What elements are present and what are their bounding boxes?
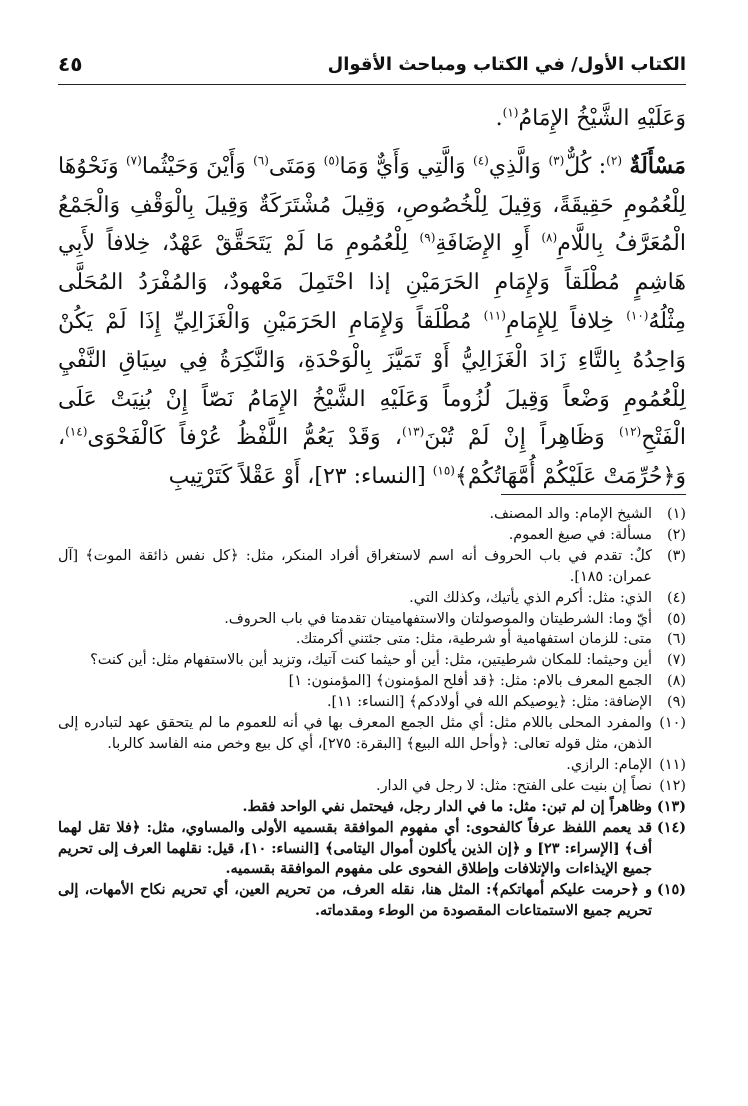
footnote-text: قد يعمم اللفظ عرفاً كالفحوى: أي مفهوم الموافقة بقسميه الأولى والمساوي، مثل: ﴿فلا تقل لهما أف﴾ [الإسراء: ٢٣] و ﴿إن الذين يأكلون أموال اليتامى﴾ [النساء: ١٠]، قيل: نقلهما العرف إلى تحريم جميع الإيذاءات والإتلافات وإطلاق الفحوى على مفهوم الموافقة بقسميه. — [58, 818, 652, 878]
main-text — [58, 100, 686, 497]
footnote-text: الجمع المعرف بالام: مثل: ﴿قد أفلح المؤمنون﴾ [المؤمنون: ١] — [288, 673, 652, 690]
footnote-number: (١٥) — [656, 881, 686, 899]
footnote-number: (٨) — [667, 673, 686, 690]
footnote — [58, 609, 686, 630]
footnote-ref: (١١) — [483, 308, 506, 323]
page-header — [58, 44, 686, 85]
footnote — [58, 671, 686, 692]
footnote — [58, 650, 686, 671]
footnote-ref: (٢) — [606, 153, 622, 168]
text-segment: وَالَّتِي وَأَيٌّ وَمَا — [339, 153, 474, 179]
footnote-number: (٧) — [667, 652, 686, 669]
footnote-ref: (١٤) — [65, 425, 88, 440]
footnote-ref: (٣) — [548, 153, 565, 168]
footnote-ref: (١٣) — [402, 425, 425, 440]
footnote-text: كلٌ: تقدم في باب الحروف أنه اسم لاستغراق أفراد المنكر، مثل: ﴿كل نفس ذائقة الموت﴾ [آل عمران: ١٨٥]. — [58, 547, 652, 585]
footnote — [58, 776, 686, 797]
footnote — [58, 713, 686, 755]
issue-heading: مَسْأَلَةٌ — [629, 152, 686, 179]
footnote-separator — [501, 494, 686, 495]
text-segment: [النساء: ٢٣]، أَوْ عَقْلاً كَتَرْتِيبِ — [168, 464, 433, 490]
footnote-ref: (١٢) — [618, 425, 642, 440]
text-segment: وَالَّذِي — [488, 153, 549, 179]
footnote-number: (٣) — [667, 547, 686, 564]
footnote-text: الشيخ الإمام: والد المصنف. — [489, 506, 652, 522]
footnote-number: (٩) — [667, 694, 686, 711]
footnote-text: أيّ وما: الشرطيتان والموصولتان والاستفهاميتان تقدمتا في باب الحروف. — [224, 610, 652, 627]
footnote-ref: (١٠) — [626, 308, 649, 323]
footnote-number: (١٤) — [656, 818, 686, 836]
footnote-number: (١١) — [659, 756, 686, 773]
text-segment: خِلافاً لِلإِمَامِ — [505, 308, 627, 334]
footnote-number: (٤) — [667, 589, 686, 606]
footnote-ref: (٩) — [419, 231, 436, 246]
text-segment: وَنَحْوُهَا لِلْعُمُومِ حَقِيقَةً، وَقِيلَ لِلْخُصُوصِ، وَقِيلَ مُشْتَرَكَةٌ وَقِيلَ بِالْوَقْفِ وَالْجَمْعُ الْمُعَرَّفُ بِاللَّامِ — [58, 153, 686, 257]
footnote-ref: (٦) — [253, 153, 269, 168]
text-segment: : كُلٌّ — [564, 153, 607, 179]
footnote — [58, 880, 686, 922]
footnote-text: أين وحيثما: للمكان شرطيتين، مثل: أين أو حيثما كنت آتيك، وتزيد أين بالاستفهام مثل: أين كنت؟ — [90, 652, 652, 669]
footnote-ref: (٧) — [125, 153, 142, 168]
footnote — [58, 546, 686, 588]
opening-line: وَعَلَيْهِ الشَّيْخُ الإِمَامُ$^{(١)}$. — [495, 105, 686, 131]
footnote-text: وظاهراً إن لم تبن: مثل: ما في الدار رجل، فيحتمل نفي الواحد فقط. — [242, 797, 652, 815]
text-segment: وَظَاهِراً إِنْ لَمْ تُبْنَ — [424, 425, 619, 451]
issue-paragraph — [58, 147, 686, 497]
footnote-ref: (٤) — [473, 153, 489, 168]
footnote — [58, 504, 686, 525]
footnote-text: نصاً إن بنيت على الفتح: مثل: لا رجل في الدار. — [376, 777, 652, 794]
footnote-text: والمفرد المحلى باللام مثل: أي مثل الجمع المعرف بها في أنه للعموم ما لم يتحقق عهد لتبادره إلى الذهن، مثل قوله تعالى: ﴿وأحل الله البيع﴾ [البقرة: ٢٧٥]، أي كل بيع وخص منه الفاسد كالربا. — [58, 715, 652, 752]
footnote-number: (٢) — [667, 526, 686, 543]
footnote-ref: (٥) — [323, 153, 340, 168]
footnote-text: مسألة: في صيغ العموم. — [508, 526, 652, 543]
footnote-text: الذي: مثل: أكرم الذي يأتيك، وكذلك التي. — [409, 589, 652, 606]
footnote-text: الإضافة: مثل: ﴿يوصيكم الله في أولادكم﴾ [النساء: ١١]. — [326, 694, 652, 711]
footnote-ref: (١) — [502, 105, 519, 120]
footnote-number: (١) — [667, 506, 686, 522]
footnote — [58, 525, 686, 546]
text-segment: ، وَ﴿حُرِّمَتْ عَلَيْكُمْ أُمَّهَاتُكُمْ﴾ — [58, 425, 686, 490]
opening-line-text: وَعَلَيْهِ الشَّيْخُ الإِمَامُ — [518, 106, 686, 131]
footnote — [58, 588, 686, 609]
footnote — [58, 629, 686, 650]
footnote-number: (١٠) — [659, 715, 686, 732]
footnote-number: (٦) — [667, 631, 686, 648]
text-segment: لِلْعُمُومِ مَا لَمْ يَتَحَقَّقْ عَهْدٌ، خِلافاً لأَبِي هَاشِمٍ مُطْلَقاً وَلإِمَامِ الحَرَمَيْنِ إذا احْتَمِلَ مَعْهودٌ، وَالمُفْرَدُ المُحَلَّى مِثْلُهُ — [58, 231, 686, 334]
footnote-ref: (١٥) — [432, 463, 455, 478]
footnote-text: و ﴿حرمت عليكم أمهاتكم﴾: المثل هنا، نقله العرف، من تحريم العين، أي تحريم نكاح الأمهات، إلى تحريم جميع الاستمتاعات المقصودة من الوطء ومقدماته. — [58, 881, 652, 920]
page-number: ٤٥ — [58, 52, 83, 76]
text-segment: وَأَيْنَ وَحَيْثُما — [141, 153, 254, 179]
footnote — [58, 692, 686, 713]
text-segment: أَوِ الإِضَافَةِ — [435, 231, 542, 257]
text-segment: مُطْلَقاً وَلإِمَامِ الحَرَمَيْنِ وَالْغَزَالِيِّ إِذَا لَمْ يَكُنْ وَاحِدُهُ بِالتَّاءِ زَادَ الْغَزَالِيُّ أَوْ تَمَيَّزَ بِالْوَحْدَةِ، وَالنَّكِرَةُ فِي سِيَاقِ النَّفْيِ لِلْعُمُومِ وَضْعاً وَقِيلَ لُزُوماً وَعَلَيْهِ الشَّيْخُ الإِمَامُ نَصّاً إِنْ بُنِيَتْ عَلَى الْفَتْحِ — [58, 308, 686, 451]
footnote — [58, 818, 686, 881]
footnote — [58, 755, 686, 776]
text-segment: ، وَقَدْ يَعُمُّ اللَّفْظُ عُرْفاً كَالْفَحْوَى — [87, 425, 402, 451]
footnote-text: الإمام: الرازي. — [566, 756, 652, 773]
footnote-number: (١٣) — [656, 797, 686, 815]
footnote-text: متى: للزمان استفهامية أو شرطية، مثل: متى جئتني أكرمتك. — [295, 631, 652, 648]
running-title: الكتاب الأول/ في الكتاب ومباحث الأقوال — [327, 53, 686, 75]
footnote — [58, 797, 686, 818]
footnote-number: (١٢) — [659, 777, 686, 794]
footnotes — [58, 504, 686, 922]
footnote-ref: (٨) — [541, 231, 558, 246]
footnote-number: (٥) — [667, 610, 686, 627]
text-segment: وَمَتَى — [268, 153, 324, 179]
